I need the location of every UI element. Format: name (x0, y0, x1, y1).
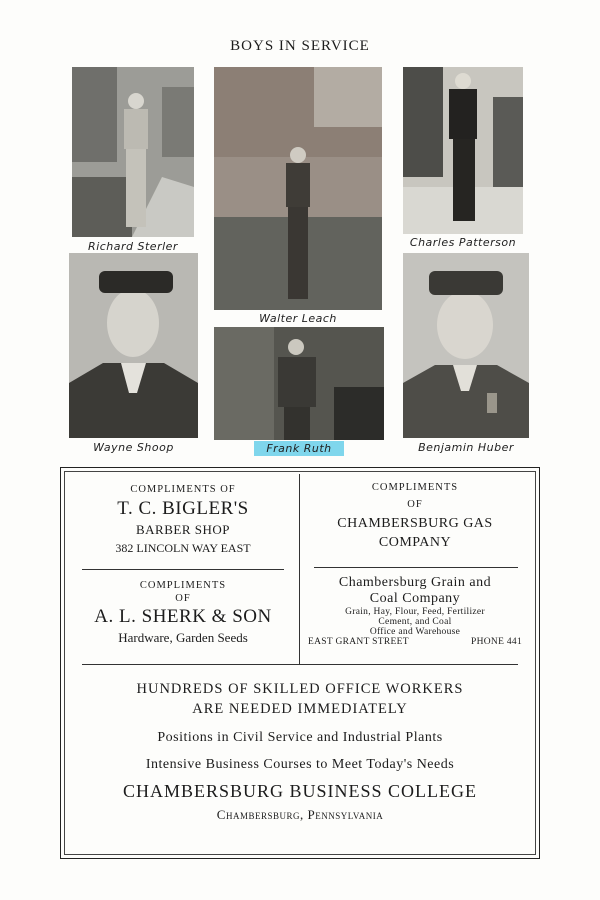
photo-benjamin-huber (403, 253, 529, 438)
grain-products2: Cement, and Coal (378, 617, 452, 627)
caption-frank-ruth-text: Frank Ruth (254, 441, 343, 456)
photo-charles-patterson (403, 67, 523, 234)
sherk-products: Hardware, Garden Seeds (118, 630, 248, 645)
caption-benjamin-huber: Benjamin Huber (418, 441, 514, 454)
sherk-name: A. L. SHERK & SON (94, 606, 272, 627)
grain-street: EAST GRANT STREET (308, 637, 409, 647)
photo-richard-sterler (72, 67, 194, 237)
photo-frank-ruth (214, 327, 384, 440)
bigler-compliments: COMPLIMENTS OF (130, 484, 236, 495)
bigler-business: BARBER SHOP (136, 522, 230, 537)
ad-divider-left (82, 569, 284, 570)
grain-line2: Coal Company (369, 591, 461, 606)
caption-walter-leach: Walter Leach (259, 312, 337, 325)
grain-street-phone-row (308, 637, 522, 647)
ad-bigler (70, 484, 296, 556)
caption-richard-sterler: Richard Sterler (88, 240, 178, 253)
grain-phone: PHONE 441 (471, 637, 522, 647)
gas-of: OF (407, 499, 423, 510)
ad-chambersburg-gas (302, 482, 528, 551)
caption-frank-ruth (214, 442, 384, 455)
ad-column-divider (299, 474, 300, 664)
college-location: Chambersburg, Pennsylvania (216, 807, 384, 822)
bigler-address: 382 LINCOLN WAY EAST (115, 541, 251, 555)
page-title: BOYS IN SERVICE (230, 38, 370, 54)
caption-wayne-shoop: Wayne Shoop (93, 441, 174, 454)
grain-products1: Grain, Hay, Flour, Feed, Fertilizer (345, 607, 485, 617)
ad-divider-right (314, 567, 518, 568)
photo-walter-leach (214, 67, 382, 310)
ad-divider-bottom (82, 664, 518, 665)
bigler-name: T. C. BIGLER'S (117, 498, 249, 519)
ad-business-college (70, 681, 530, 823)
caption-charles-patterson: Charles Patterson (409, 236, 517, 249)
college-headline1: HUNDREDS OF SKILLED OFFICE WORKERS (136, 681, 464, 697)
college-positions: Positions in Civil Service and Industrial Plants (157, 730, 443, 745)
grain-line1: Chambersburg Grain and (338, 575, 492, 590)
gas-compliments: COMPLIMENTS (371, 482, 459, 493)
photo-wayne-shoop (69, 253, 198, 438)
grain-office: Office and Warehouse (369, 627, 461, 637)
gas-line1: CHAMBERSBURG GAS (337, 516, 493, 531)
gas-line2: COMPANY (378, 535, 452, 550)
ad-sherk (70, 580, 296, 646)
sherk-of: OF (175, 593, 191, 604)
sherk-compliments: COMPLIMENTS (139, 580, 227, 591)
ad-grain-coal (308, 575, 522, 647)
college-courses: Intensive Business Courses to Meet Today's Needs (145, 757, 455, 772)
college-headline2: ARE NEEDED IMMEDIATELY (192, 701, 408, 717)
college-name: CHAMBERSBURG BUSINESS COLLEGE (122, 781, 478, 801)
